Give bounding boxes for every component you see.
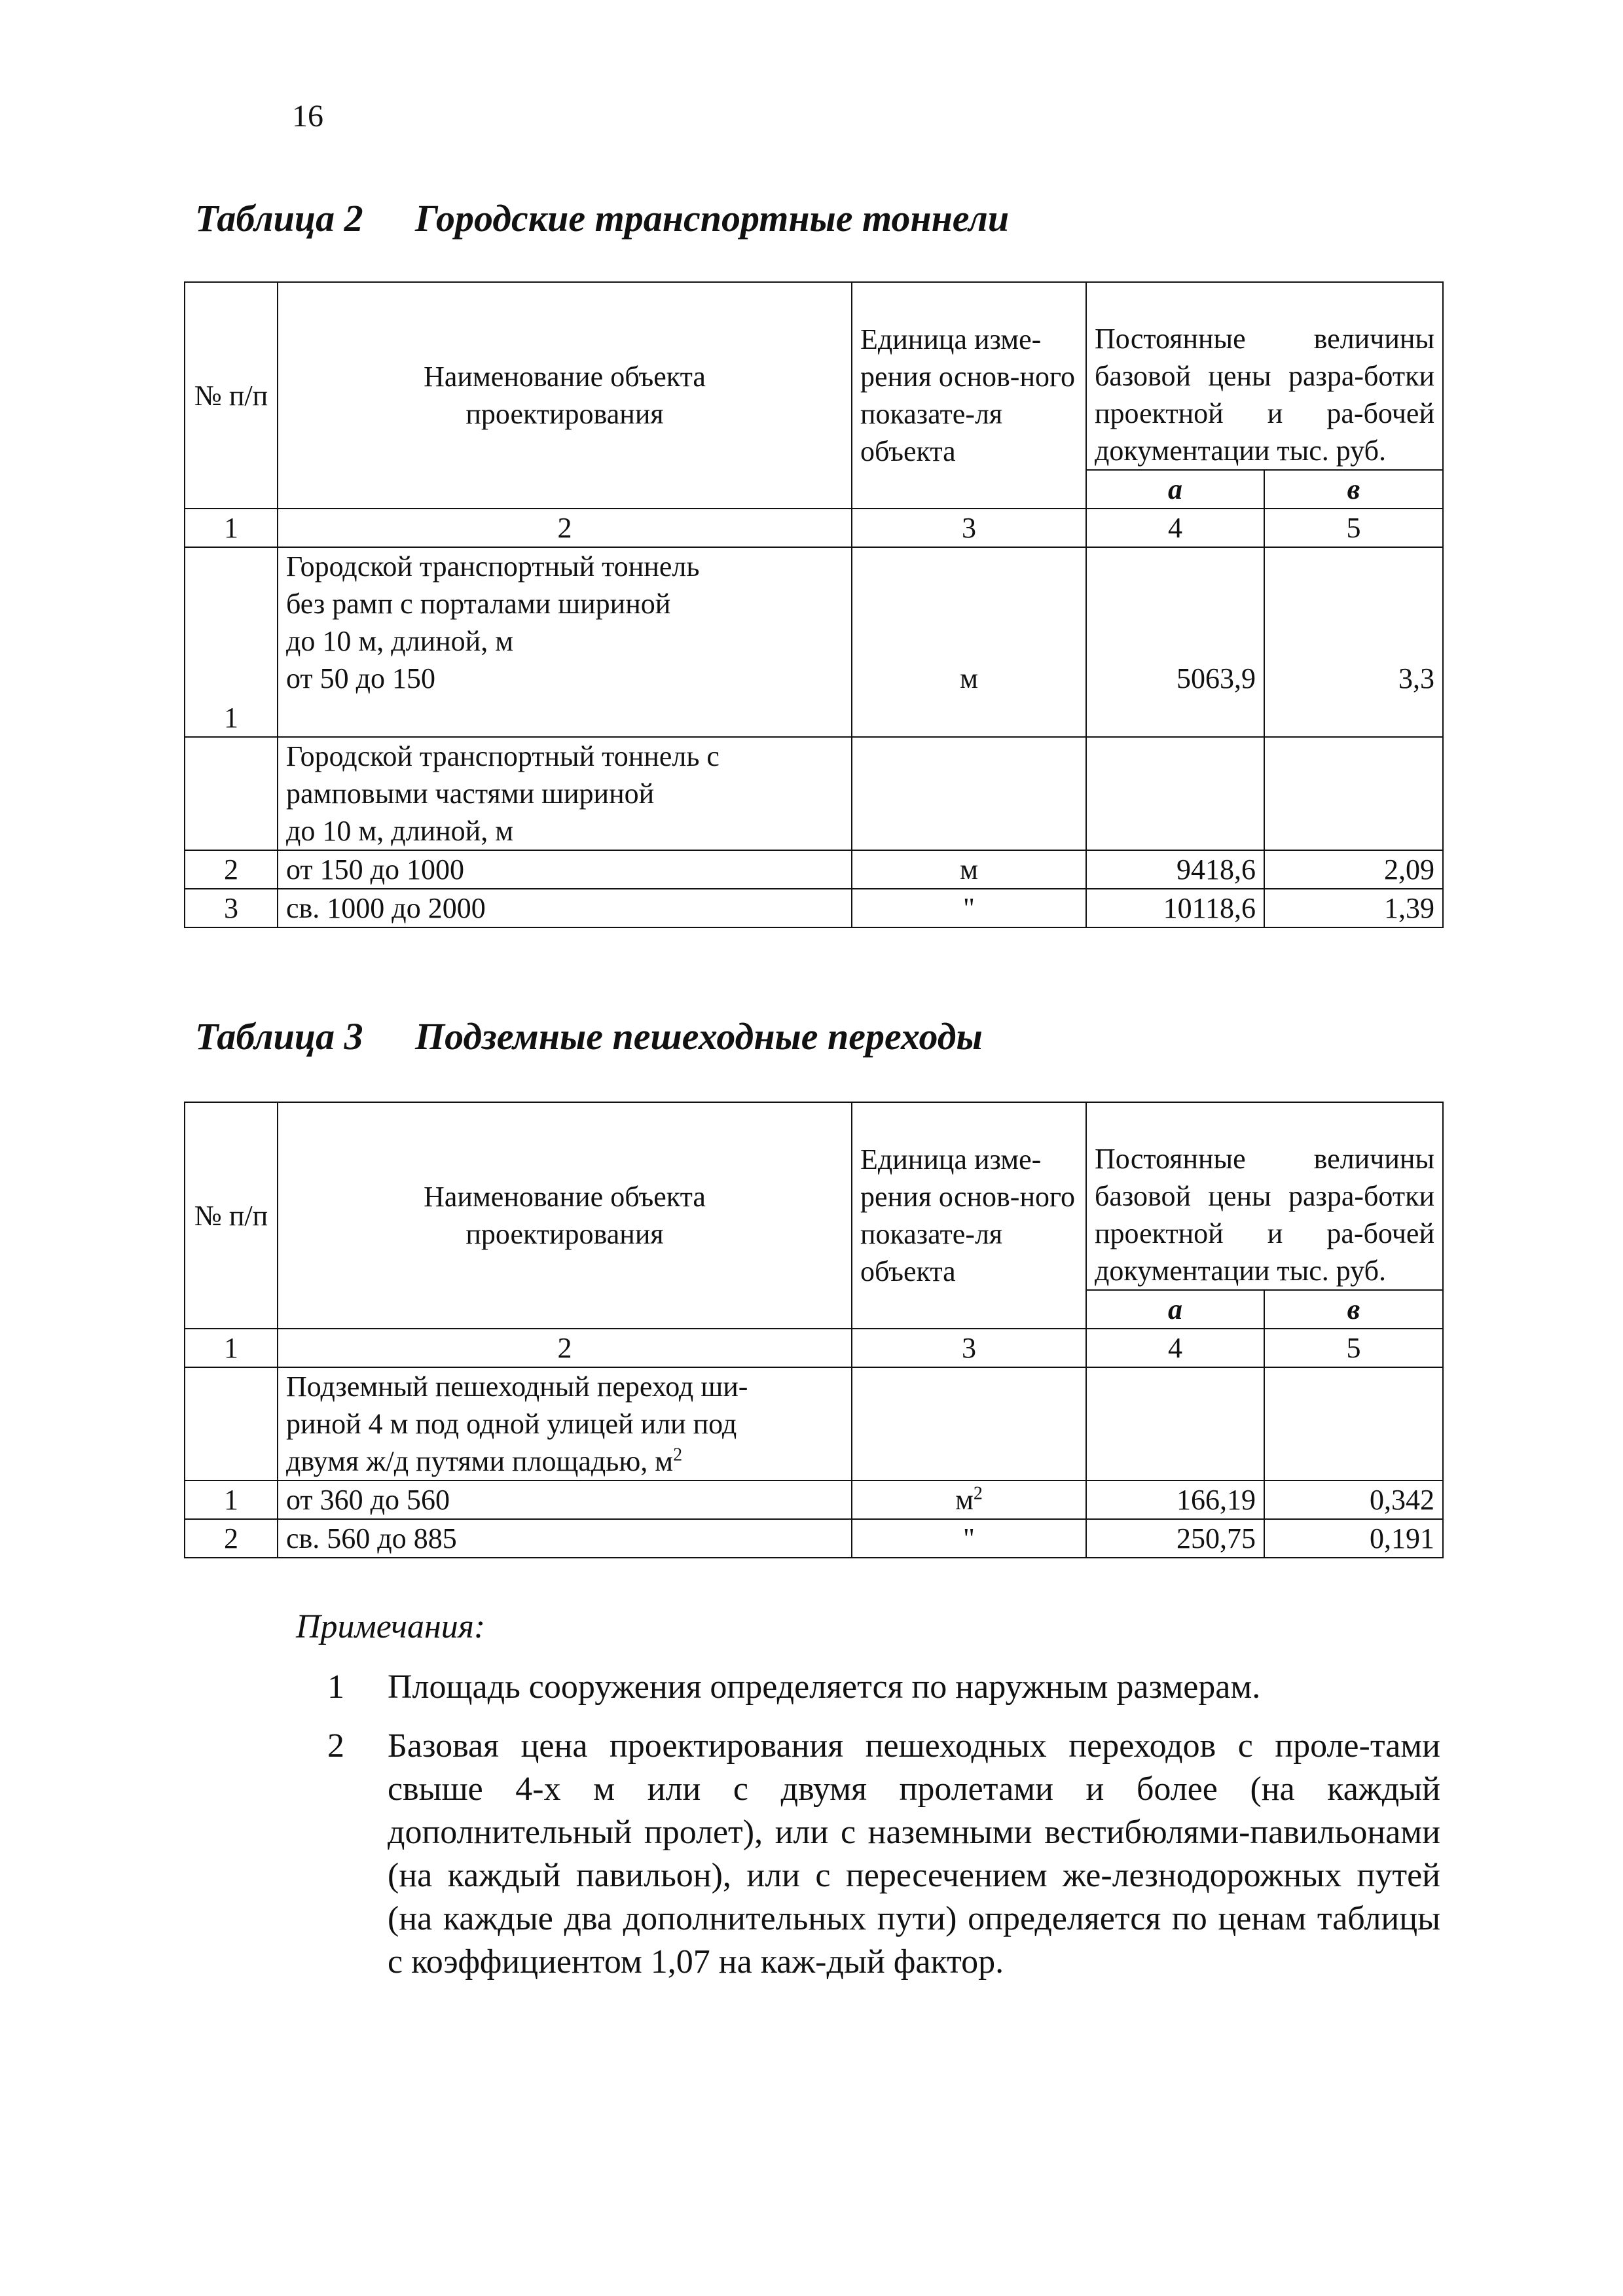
row-num: 2 — [185, 1519, 278, 1558]
table3-label: Таблица 3 — [195, 1015, 363, 1058]
header-num: № п/п — [185, 1102, 278, 1329]
table3-colnum-row — [185, 1329, 1443, 1367]
page-number: 16 — [292, 99, 323, 134]
header-num: № п/п — [185, 282, 278, 509]
row-name — [278, 1367, 852, 1480]
superscript: 2 — [973, 1483, 983, 1504]
header-unit: Единица изме-рения основ-ного показате-ля объекта — [852, 1102, 1086, 1329]
table3-caption — [195, 1014, 983, 1058]
table3-title: Подземные пешеходные переходы — [415, 1015, 983, 1058]
table2-header-row — [185, 282, 1443, 470]
row-b: 0,191 — [1264, 1519, 1443, 1558]
table-row — [185, 1519, 1443, 1558]
row-a: 10118,6 — [1086, 889, 1264, 927]
row-b: 2,09 — [1264, 850, 1443, 889]
row-name: от 360 до 560 — [278, 1480, 852, 1519]
table-row — [185, 1367, 1443, 1480]
table2-label: Таблица 2 — [195, 197, 363, 240]
table3-header-row — [185, 1102, 1443, 1290]
note-text: Площадь сооружения определяется по наружным размерам. — [388, 1668, 1261, 1706]
row-name-line: двумя ж/д путями площадью, м — [286, 1445, 674, 1477]
header-a: а — [1086, 1290, 1264, 1329]
header-b: в — [1264, 470, 1443, 509]
header-name: Наименование объекта проектирования — [278, 282, 852, 509]
row-name-line: Городской транспортный тоннель с — [286, 740, 720, 772]
note-text: Базовая цена проектирования пешеходных переходов с проле-тами свыше 4-х м или с двумя пролетами и более (на каждый дополнительный пролет), или с наземными вестибюлями-павильонами (на каждый павильон), или с пересечением же-лезнодорожных путей (на каждые два дополнительных пути) определяется по ценам таблицы с коэффициентом 1,07 на каж-дый фактор. — [388, 1727, 1440, 1981]
colnum: 2 — [278, 509, 852, 547]
row-name-line: Городской транспортный тоннель — [286, 550, 700, 583]
row-name-line: рамповыми частями шириной — [286, 778, 655, 810]
table-row — [185, 889, 1443, 927]
row-unit: " — [852, 889, 1086, 927]
note-item — [327, 1666, 1440, 1709]
row-unit: м — [852, 547, 1086, 737]
row-name-line: риной 4 м под одной улицей или под — [286, 1408, 737, 1440]
superscript: 2 — [673, 1444, 683, 1465]
note-item — [327, 1725, 1440, 1984]
colnum: 4 — [1086, 509, 1264, 547]
colnum: 3 — [852, 1329, 1086, 1367]
row-name — [278, 737, 852, 850]
row-name — [278, 547, 852, 737]
header-const: Постоянные величины базовой цены разра-ботки проектной и ра-бочей документации тыс. руб. — [1086, 1102, 1443, 1290]
row-name: св. 1000 до 2000 — [278, 889, 852, 927]
table-row — [185, 850, 1443, 889]
table2-title: Городские транспортные тоннели — [415, 197, 1010, 240]
colnum: 2 — [278, 1329, 852, 1367]
row-num: 1 — [185, 1480, 278, 1519]
row-num: 1 — [185, 547, 278, 737]
colnum: 5 — [1264, 509, 1443, 547]
header-name: Наименование объекта проектирования — [278, 1102, 852, 1329]
note-number: 1 — [327, 1668, 344, 1706]
row-name-line: от 50 до 150 — [286, 662, 436, 694]
row-a: 9418,6 — [1086, 850, 1264, 889]
row-b: 3,3 — [1264, 547, 1443, 737]
row-unit: " — [852, 1519, 1086, 1558]
row-name-line: до 10 м, длиной, м — [286, 815, 514, 847]
header-unit: Единица изме-рения основ-ного показате-ля объекта — [852, 282, 1086, 509]
table-row — [185, 547, 1443, 737]
colnum: 1 — [185, 509, 278, 547]
row-name: св. 560 до 885 — [278, 1519, 852, 1558]
colnum: 4 — [1086, 1329, 1264, 1367]
row-num: 3 — [185, 889, 278, 927]
table-row — [185, 737, 1443, 850]
row-b: 0,342 — [1264, 1480, 1443, 1519]
row-name-line: до 10 м, длиной, м — [286, 625, 514, 657]
row-name-line: Подземный пешеходный переход ши- — [286, 1371, 748, 1403]
row-name: от 150 до 1000 — [278, 850, 852, 889]
header-const: Постоянные величины базовой цены разра-ботки проектной и ра-бочей документации тыс. руб. — [1086, 282, 1443, 470]
row-unit: м — [852, 850, 1086, 889]
table2-caption — [195, 196, 1009, 240]
colnum: 1 — [185, 1329, 278, 1367]
row-a: 166,19 — [1086, 1480, 1264, 1519]
colnum: 3 — [852, 509, 1086, 547]
row-b: 1,39 — [1264, 889, 1443, 927]
row-name-line: без рамп с порталами шириной — [286, 588, 671, 620]
table-row — [185, 1480, 1443, 1519]
row-a: 5063,9 — [1086, 547, 1264, 737]
table3 — [184, 1102, 1444, 1558]
row-num: 2 — [185, 850, 278, 889]
colnum: 5 — [1264, 1329, 1443, 1367]
header-b: в — [1264, 1290, 1443, 1329]
note-number: 2 — [327, 1727, 344, 1765]
row-unit-text: м — [955, 1484, 974, 1516]
table2 — [184, 281, 1444, 928]
row-a: 250,75 — [1086, 1519, 1264, 1558]
notes-title: Примечания: — [296, 1608, 486, 1645]
row-unit — [852, 1480, 1086, 1519]
table2-colnum-row — [185, 509, 1443, 547]
header-a: а — [1086, 470, 1264, 509]
